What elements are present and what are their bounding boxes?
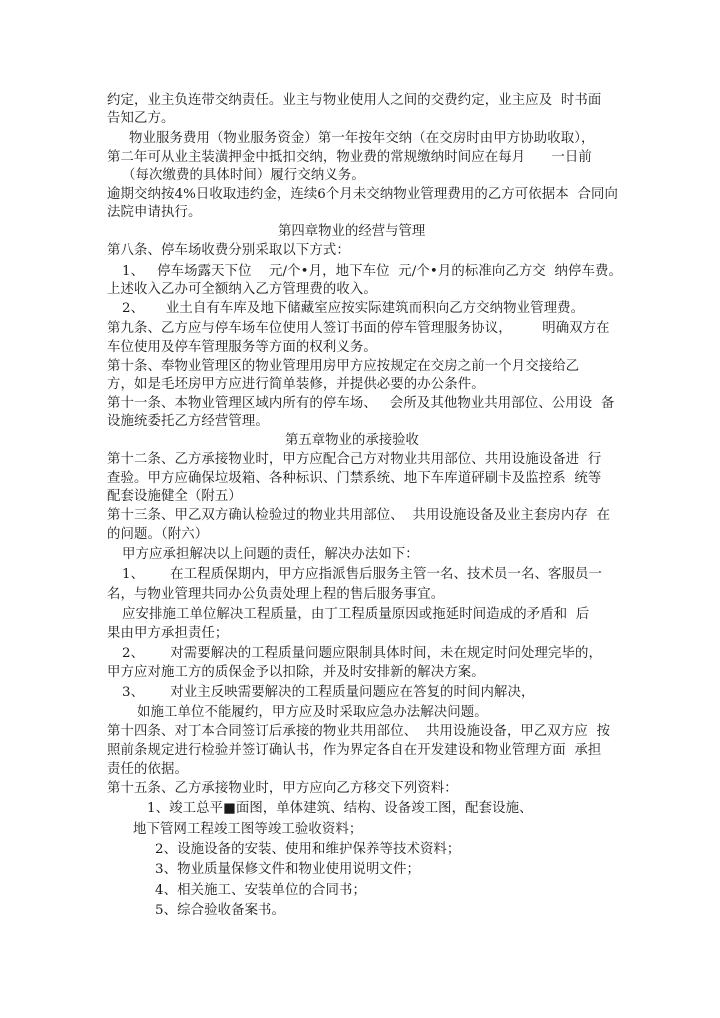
text-line: （每次缴费的具体时间）履行交纳义务。 — [122, 168, 365, 183]
text-line: 第十五条、乙方承接物业时，甲方应向乙方移交下列资料： — [107, 781, 458, 796]
text-line: 约定，业主负连带交纳责任。业主与物业使用人之间的交费约定，业主应及 时书面 — [107, 93, 602, 108]
chapter-heading: 第四章物业的经营与管理 — [278, 224, 426, 239]
text-line: 第八条、停车场收费分别采取以下方式： — [107, 243, 350, 258]
text-line: 第十二条、乙方承接物业时，甲方应配合己方对物业共用部位、共用设施设备进 行 — [107, 452, 602, 467]
text-line: 上述收入乙办可全额纳入乙方管理费的收入。 — [107, 282, 377, 297]
text-line: 甲方应对施工方的质保金予以扣除，并及时安排新的解决方案。 — [107, 665, 485, 680]
text-line: 应安排施工单位解决工程质量，由丁工程质量原因或拖延时间造成的矛盾和 后 — [122, 607, 590, 622]
text-line: 3、物业质量保修文件和物业使用说明文件； — [155, 862, 420, 877]
text-line: 如施工单位不能履约，甲方应及时采取应急办法解决问题。 — [137, 705, 488, 720]
text-line: 地下管网工程竣工图等竣工验收资料； — [133, 822, 363, 837]
text-line: 设施统委托乙方经营管理。 — [107, 414, 269, 429]
text-line: 5、综合验收备案书。 — [155, 903, 286, 918]
text-line: 2、 对需要解决的工程质量问题应限制具体时间，未在规定时问处理完毕的， — [122, 646, 602, 661]
text-line: 车位使用及停车管理服务等方面的权利义务。 — [107, 340, 377, 355]
text-line: 照前条规定进行检验并签订确认书，作为界定各自在开发建设和物业管理方面 承担 — [107, 743, 602, 758]
text-line: 责任的依据。 — [107, 762, 188, 777]
text-line: 1、竣工总平■面图，单体建筑、结构、设备竣工图，配套设施、 — [147, 801, 533, 816]
text-line: 2、设施设备的安装、使用和维护保养等技术资料； — [155, 842, 461, 857]
text-line: 配套设施健全（附五） — [107, 489, 242, 504]
text-line: 方，如是毛坯房甲方应进行简单装修，并提供必要的办公条件。 — [107, 377, 485, 392]
text-line: 4、相关施工、安装单位的合同书； — [155, 883, 366, 898]
text-line: 法院申请执行。 — [107, 205, 202, 220]
text-line: 逾期交纳按4%日收取违约金，连续6个月未交纳物业管理费用的乙方可依据本 合同向 — [107, 187, 618, 202]
text-line: 物业服务费用（物业服务资金）第一年按年交纳（在交房时由甲方协助收取）， — [129, 131, 595, 146]
text-line: 查验。甲方应确保垃圾箱、各种标识、门禁系统、地下车库道砰刷卡及监控系 统等 — [107, 471, 602, 486]
text-line: 1、 在工程质保期内，甲方应指派售后服务主管一名、技术员一名、客服员一 — [122, 567, 602, 582]
text-line: 2、 业土自有车库及地下储藏室应按实际建筑而积向乙方交纳物业管理费。 — [122, 301, 585, 316]
text-line: 3、 对业主反映需要解决的工程质量问题应在答复的时间内解决， — [122, 685, 535, 700]
text-line: 告知乙方。 — [107, 111, 175, 126]
text-line: 名，与物业管理共同办公负责处理上程的售后服务事宜。 — [107, 587, 445, 602]
text-line: 的问题。（附六） — [107, 527, 209, 542]
text-line: 第十四条、对丁本合同签订后承接的物业共用部位、 共用设施设备，甲乙双方应 按 — [107, 724, 611, 739]
text-line: 第二年可从业主装潢押金中抵扣交纳，物业费的常规缴纳时间应在每月 一日前 — [107, 150, 592, 165]
text-line: 1、 停车场露天下位 元/个•月，地下车位 元/个•月的标准向乙方交 纳停车费。 — [122, 264, 622, 279]
text-line: 果由甲方承担责任； — [107, 626, 229, 641]
chapter-heading: 第五章物业的承接验收 — [285, 433, 419, 448]
text-line: 第九条、乙方应与停车场车位使用人签订书面的停车管理服务协议， 明确双方在 — [107, 321, 610, 336]
text-line: 第十条、奉物业管理区的物业管理用房甲方应按规定在交房之前一个月交接给乙 — [107, 359, 580, 374]
text-line: 甲方应承担解决以上问题的责任，解决办法如下： — [122, 547, 419, 562]
text-line: 第十一条、本物业管理区域内所有的停车场、 会所及其他物业共用部位、公用设 备 — [107, 396, 615, 411]
text-line: 第十三条、甲乙双方确认检验过的物业共用部位、 共用设施设备及业主套房内存 在 — [107, 508, 611, 523]
